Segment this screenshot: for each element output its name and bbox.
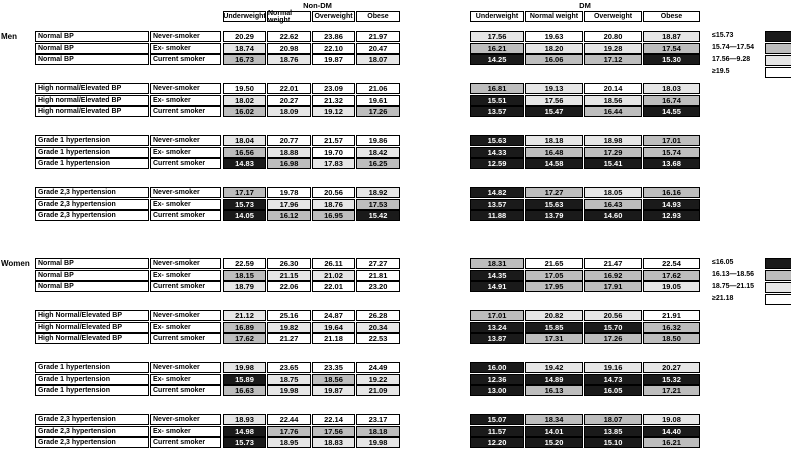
risk-cell-non-dm: 18.02 [223,95,266,106]
risk-cell-non-dm: 20.47 [356,43,400,54]
risk-cell-non-dm: 18.09 [267,106,311,117]
risk-cell-dm: 16.21 [643,437,700,448]
column-header-non-dm: Overweight [312,11,355,22]
bp-category-label: Grade 2,3 hypertension [35,187,149,198]
risk-cell-non-dm: 22.44 [267,414,311,425]
risk-cell-dm: 17.26 [584,333,642,344]
risk-cell-non-dm: 14.05 [223,210,266,221]
risk-cell-dm: 21.65 [525,258,583,269]
risk-cell-non-dm: 18.79 [223,281,266,292]
risk-cell-dm: 17.95 [525,281,583,292]
risk-cell-non-dm: 19.98 [356,437,400,448]
risk-cell-dm: 18.56 [584,95,642,106]
smoking-status-label: Current smoker [150,333,221,344]
risk-cell-non-dm: 19.86 [356,135,400,146]
risk-cell-dm: 14.73 [584,374,642,385]
risk-cell-non-dm: 23.17 [356,414,400,425]
column-header-non-dm: Obese [356,11,400,22]
bp-category-label: Grade 1 hypertension [35,385,149,396]
legend-label: 16.13—18.56 [712,271,755,278]
risk-cell-dm: 15.07 [470,414,524,425]
risk-cell-dm: 14.55 [643,106,700,117]
smoking-status-label: Never-smoker [150,31,221,42]
column-header-dm: Normal weight [525,11,583,22]
smoking-status-label: Current smoker [150,437,221,448]
risk-cell-non-dm: 16.25 [356,158,400,169]
risk-cell-non-dm: 16.02 [223,106,266,117]
risk-cell-non-dm: 21.81 [356,270,400,281]
risk-cell-non-dm: 15.42 [356,210,400,221]
bp-category-label: Grade 2,3 hypertension [35,210,149,221]
smoking-status-label: Current smoker [150,158,221,169]
risk-cell-dm: 17.29 [584,147,642,158]
sex-label: Women [1,259,30,268]
bp-category-label: Normal BP [35,281,149,292]
risk-cell-non-dm: 24.87 [312,310,355,321]
smoking-status-label: Current smoker [150,106,221,117]
bp-category-label: High normal/Elevated BP [35,106,149,117]
risk-cell-dm: 22.54 [643,258,700,269]
risk-cell-dm: 14.60 [584,210,642,221]
non-dm-header: Non-DM [303,1,332,10]
risk-cell-dm: 20.82 [525,310,583,321]
risk-cell-non-dm: 20.98 [267,43,311,54]
risk-cell-non-dm: 21.27 [267,333,311,344]
bp-category-label: Normal BP [35,258,149,269]
risk-cell-dm: 16.16 [643,187,700,198]
legend-label: 15.74—17.54 [712,44,755,51]
risk-cell-dm: 17.01 [470,310,524,321]
risk-cell-dm: 18.50 [643,333,700,344]
risk-cell-dm: 11.57 [470,426,524,437]
smoking-status-label: Current smoker [150,385,221,396]
risk-cell-dm: 18.31 [470,258,524,269]
risk-cell-non-dm: 27.27 [356,258,400,269]
bp-category-label: Normal BP [35,270,149,281]
smoking-status-label: Current smoker [150,281,221,292]
legend-label: 17.56—9.28 [712,56,751,63]
risk-cell-dm: 17.56 [470,31,524,42]
risk-cell-non-dm: 26.30 [267,258,311,269]
risk-cell-dm: 14.25 [470,54,524,65]
risk-cell-non-dm: 19.78 [267,187,311,198]
risk-cell-non-dm: 16.63 [223,385,266,396]
risk-cell-dm: 12.36 [470,374,524,385]
risk-cell-dm: 18.07 [584,414,642,425]
legend-label: 18.75—21.15 [712,283,755,290]
risk-cell-dm: 17.31 [525,333,583,344]
risk-cell-non-dm: 19.22 [356,374,400,385]
bp-category-label: High normal/Elevated BP [35,95,149,106]
risk-cell-non-dm: 21.12 [223,310,266,321]
risk-cell-non-dm: 16.73 [223,54,266,65]
risk-cell-dm: 14.35 [470,270,524,281]
risk-cell-dm: 17.62 [643,270,700,281]
risk-cell-dm: 15.70 [584,322,642,333]
risk-cell-dm: 13.24 [470,322,524,333]
risk-cell-dm: 13.68 [643,158,700,169]
bp-category-label: Grade 1 hypertension [35,135,149,146]
risk-cell-non-dm: 16.12 [267,210,311,221]
risk-cell-dm: 14.58 [525,158,583,169]
risk-cell-non-dm: 23.65 [267,362,311,373]
risk-cell-dm: 18.05 [584,187,642,198]
bp-category-label: Normal BP [35,43,149,54]
risk-cell-dm: 15.41 [584,158,642,169]
risk-cell-dm: 14.93 [643,199,700,210]
risk-cell-dm: 18.03 [643,83,700,94]
risk-cell-dm: 15.63 [525,199,583,210]
risk-cell-dm: 13.87 [470,333,524,344]
risk-cell-non-dm: 19.61 [356,95,400,106]
risk-cell-non-dm: 16.95 [312,210,355,221]
risk-cell-non-dm: 18.18 [356,426,400,437]
column-header-dm: Underweight [470,11,524,22]
risk-cell-non-dm: 18.15 [223,270,266,281]
risk-cell-dm: 14.91 [470,281,524,292]
risk-cell-non-dm: 22.01 [312,281,355,292]
smoking-status-label: Never-smoker [150,187,221,198]
risk-cell-non-dm: 18.95 [267,437,311,448]
bp-category-label: Grade 2,3 hypertension [35,199,149,210]
risk-cell-dm: 19.16 [584,362,642,373]
legend-label: ≤15.73 [712,32,734,39]
risk-cell-non-dm: 18.74 [223,43,266,54]
bp-category-label: Grade 1 hypertension [35,147,149,158]
smoking-status-label: Never-smoker [150,362,221,373]
risk-cell-non-dm: 21.09 [356,385,400,396]
risk-cell-non-dm: 19.50 [223,83,266,94]
risk-cell-dm: 14.89 [525,374,583,385]
risk-cell-dm: 15.47 [525,106,583,117]
risk-cell-non-dm: 22.14 [312,414,355,425]
risk-cell-dm: 18.34 [525,414,583,425]
risk-cell-non-dm: 17.62 [223,333,266,344]
risk-cell-dm: 16.05 [584,385,642,396]
risk-cell-non-dm: 17.96 [267,199,311,210]
risk-cell-non-dm: 23.35 [312,362,355,373]
risk-cell-dm: 20.56 [584,310,642,321]
risk-cell-non-dm: 18.04 [223,135,266,146]
risk-cell-non-dm: 21.02 [312,270,355,281]
risk-cell-non-dm: 15.73 [223,199,266,210]
risk-cell-dm: 13.79 [525,210,583,221]
risk-cell-dm: 17.05 [525,270,583,281]
risk-cell-non-dm: 21.97 [356,31,400,42]
risk-cell-dm: 12.20 [470,437,524,448]
risk-cell-dm: 16.00 [470,362,524,373]
risk-cell-non-dm: 19.87 [312,385,355,396]
bp-category-label: Grade 2,3 hypertension [35,426,149,437]
risk-cell-non-dm: 23.09 [312,83,355,94]
smoking-status-label: Ex- smoker [150,322,221,333]
risk-cell-dm: 16.43 [584,199,642,210]
smoking-status-label: Ex- smoker [150,95,221,106]
risk-cell-non-dm: 22.01 [267,83,311,94]
risk-cell-non-dm: 21.15 [267,270,311,281]
risk-cell-dm: 15.74 [643,147,700,158]
risk-cell-non-dm: 18.83 [312,437,355,448]
risk-cell-dm: 16.81 [470,83,524,94]
risk-cell-non-dm: 22.62 [267,31,311,42]
smoking-status-label: Never-smoker [150,83,221,94]
legend-swatch [765,294,791,305]
bp-category-label: High Normal/Elevated BP [35,322,149,333]
bp-category-label: Grade 1 hypertension [35,362,149,373]
risk-cell-non-dm: 17.26 [356,106,400,117]
risk-cell-non-dm: 24.49 [356,362,400,373]
risk-cell-dm: 13.57 [470,199,524,210]
risk-cell-dm: 18.20 [525,43,583,54]
risk-cell-non-dm: 22.59 [223,258,266,269]
risk-cell-non-dm: 16.89 [223,322,266,333]
bp-category-label: Grade 1 hypertension [35,374,149,385]
legend-label: ≤16.05 [712,259,734,266]
risk-cell-dm: 16.48 [525,147,583,158]
risk-cell-dm: 14.40 [643,426,700,437]
bp-category-label: Normal BP [35,54,149,65]
risk-cell-non-dm: 15.73 [223,437,266,448]
risk-cell-non-dm: 22.06 [267,281,311,292]
legend-swatch [765,270,791,281]
column-header-non-dm: Underweight [223,13,266,20]
risk-cell-dm: 13.57 [470,106,524,117]
risk-cell-non-dm: 17.83 [312,158,355,169]
risk-cell-dm: 20.14 [584,83,642,94]
bp-category-label: High normal/Elevated BP [35,83,149,94]
risk-cell-non-dm: 21.32 [312,95,355,106]
risk-cell-non-dm: 18.76 [267,54,311,65]
risk-cell-non-dm: 26.11 [312,258,355,269]
column-header-non-dm: Normal weight [267,11,311,22]
risk-cell-non-dm: 18.76 [312,199,355,210]
smoking-status-label: Current smoker [150,54,221,65]
risk-cell-non-dm: 19.98 [267,385,311,396]
risk-cell-dm: 16.74 [643,95,700,106]
risk-cell-non-dm: 22.53 [356,333,400,344]
smoking-status-label: Ex- smoker [150,270,221,281]
sex-label: Men [1,32,17,41]
risk-cell-non-dm: 17.56 [312,426,355,437]
risk-cell-non-dm: 21.06 [356,83,400,94]
risk-cell-non-dm: 19.64 [312,322,355,333]
risk-cell-dm: 12.59 [470,158,524,169]
risk-cell-dm: 21.91 [643,310,700,321]
risk-cell-non-dm: 20.77 [267,135,311,146]
legend-swatch [765,31,791,42]
risk-cell-dm: 16.32 [643,322,700,333]
risk-cell-dm: 16.13 [525,385,583,396]
risk-cell-non-dm: 22.10 [312,43,355,54]
risk-cell-dm: 20.80 [584,31,642,42]
risk-cell-non-dm: 16.56 [223,147,266,158]
smoking-status-label: Ex- smoker [150,426,221,437]
risk-cell-dm: 19.05 [643,281,700,292]
risk-cell-non-dm: 20.27 [267,95,311,106]
risk-cell-non-dm: 15.89 [223,374,266,385]
smoking-status-label: Never-smoker [150,414,221,425]
risk-cell-non-dm: 21.18 [312,333,355,344]
risk-cell-dm: 21.47 [584,258,642,269]
risk-cell-dm: 16.21 [470,43,524,54]
risk-cell-non-dm: 19.12 [312,106,355,117]
risk-cell-non-dm: 26.28 [356,310,400,321]
risk-cell-dm: 17.21 [643,385,700,396]
smoking-status-label: Ex- smoker [150,147,221,158]
risk-cell-dm: 15.30 [643,54,700,65]
risk-cell-dm: 17.01 [643,135,700,146]
risk-cell-non-dm: 23.20 [356,281,400,292]
column-header-dm: Overweight [584,11,642,22]
legend-swatch [765,55,791,66]
legend-label: ≥19.5 [712,68,730,75]
risk-cell-non-dm: 20.56 [312,187,355,198]
risk-cell-non-dm: 18.07 [356,54,400,65]
legend-swatch [765,282,791,293]
risk-cell-non-dm: 17.76 [267,426,311,437]
bp-category-label: Normal BP [35,31,149,42]
risk-cell-dm: 18.18 [525,135,583,146]
risk-cell-dm: 17.54 [643,43,700,54]
bp-category-label: High Normal/Elevated BP [35,310,149,321]
risk-cell-dm: 19.13 [525,83,583,94]
risk-cell-non-dm: 18.88 [267,147,311,158]
risk-cell-non-dm: 20.34 [356,322,400,333]
risk-cell-dm: 15.63 [470,135,524,146]
risk-cell-dm: 15.51 [470,95,524,106]
risk-cell-dm: 19.42 [525,362,583,373]
legend-swatch [765,258,791,269]
risk-cell-dm: 16.06 [525,54,583,65]
risk-cell-dm: 14.82 [470,187,524,198]
risk-cell-dm: 17.56 [525,95,583,106]
risk-cell-dm: 17.27 [525,187,583,198]
risk-cell-non-dm: 19.82 [267,322,311,333]
risk-cell-non-dm: 23.86 [312,31,355,42]
risk-cell-dm: 17.91 [584,281,642,292]
risk-cell-dm: 18.98 [584,135,642,146]
smoking-status-label: Ex- smoker [150,374,221,385]
risk-cell-non-dm: 19.70 [312,147,355,158]
risk-cell-dm: 17.12 [584,54,642,65]
risk-cell-dm: 13.00 [470,385,524,396]
risk-cell-non-dm: 14.98 [223,426,266,437]
smoking-status-label: Current smoker [150,210,221,221]
risk-cell-non-dm: 21.57 [312,135,355,146]
risk-cell-dm: 20.27 [643,362,700,373]
risk-cell-dm: 13.85 [584,426,642,437]
risk-cell-dm: 15.32 [643,374,700,385]
risk-cell-non-dm: 19.87 [312,54,355,65]
smoking-status-label: Never-smoker [150,135,221,146]
risk-cell-dm: 15.85 [525,322,583,333]
risk-cell-non-dm: 18.75 [267,374,311,385]
risk-cell-dm: 19.28 [584,43,642,54]
risk-cell-dm: 19.63 [525,31,583,42]
dm-header: DM [579,1,591,10]
risk-cell-dm: 18.87 [643,31,700,42]
bp-category-label: Grade 2,3 hypertension [35,414,149,425]
risk-cell-dm: 14.33 [470,147,524,158]
risk-cell-non-dm: 17.17 [223,187,266,198]
legend-swatch [765,67,791,78]
risk-cell-dm: 15.20 [525,437,583,448]
risk-cell-non-dm: 18.93 [223,414,266,425]
risk-cell-non-dm: 18.56 [312,374,355,385]
bp-category-label: Grade 1 hypertension [35,158,149,169]
risk-cell-dm: 16.92 [584,270,642,281]
smoking-status-label: Ex- smoker [150,43,221,54]
column-header-dm: Obese [643,11,700,22]
risk-cell-non-dm: 25.16 [267,310,311,321]
risk-cell-dm: 12.93 [643,210,700,221]
bp-category-label: Grade 2,3 hypertension [35,437,149,448]
risk-cell-non-dm: 17.53 [356,199,400,210]
risk-cell-dm: 19.08 [643,414,700,425]
risk-cell-dm: 11.88 [470,210,524,221]
risk-cell-dm: 15.10 [584,437,642,448]
smoking-status-label: Never-smoker [150,258,221,269]
risk-cell-non-dm: 18.92 [356,187,400,198]
smoking-status-label: Never-smoker [150,310,221,321]
smoking-status-label: Ex- smoker [150,199,221,210]
risk-cell-non-dm: 20.29 [223,31,266,42]
risk-cell-non-dm: 18.42 [356,147,400,158]
risk-cell-dm: 14.01 [525,426,583,437]
risk-cell-non-dm: 14.83 [223,158,266,169]
legend-label: ≥21.18 [712,295,734,302]
risk-cell-non-dm: 16.98 [267,158,311,169]
bp-category-label: High Normal/Elevated BP [35,333,149,344]
risk-cell-dm: 16.44 [584,106,642,117]
legend-swatch [765,43,791,54]
risk-cell-non-dm: 19.98 [223,362,266,373]
